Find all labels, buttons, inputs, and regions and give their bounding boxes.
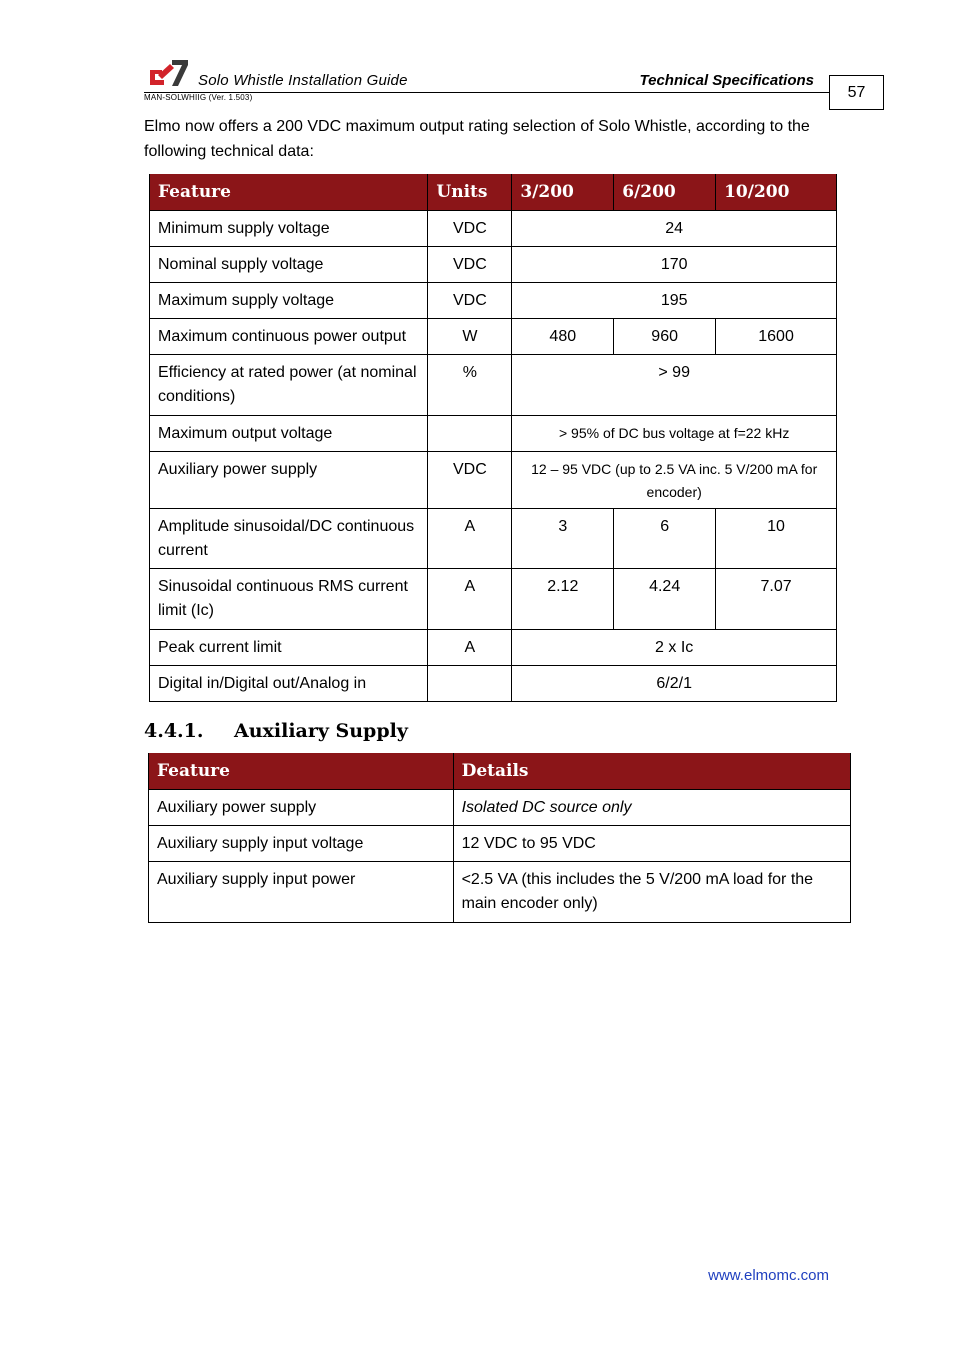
units-cell: %: [428, 354, 512, 415]
section-heading-title: Auxiliary Supply: [234, 720, 408, 742]
document-title: Solo Whistle Installation Guide: [198, 72, 408, 89]
feature-cell: Auxiliary power supply: [149, 789, 454, 825]
website-link[interactable]: www.elmomc.com: [708, 1267, 829, 1284]
value-cell-3-200: 2.12: [512, 568, 614, 629]
aux-header-details: Details: [453, 753, 850, 789]
units-cell: [428, 415, 512, 451]
value-cell-10-200: 1600: [716, 318, 837, 354]
value-cell-6-200: 4.24: [614, 568, 716, 629]
feature-cell: Maximum output voltage: [150, 415, 428, 451]
section-heading: [144, 720, 408, 742]
feature-cell: Maximum continuous power output: [150, 318, 428, 354]
units-cell: A: [428, 629, 512, 665]
table-row: [150, 282, 837, 318]
feature-cell: Amplitude sinusoidal/DC continuous current: [150, 508, 428, 568]
document-code: MAN-SOLWHIIG (Ver. 1.503): [144, 93, 253, 102]
table-row: [150, 354, 837, 415]
spec-header-row: [150, 174, 837, 210]
section-number: 4.4.1.: [144, 720, 204, 742]
units-cell: A: [428, 508, 512, 568]
table-row: [150, 629, 837, 665]
spec-table: [149, 174, 837, 702]
table-row: [150, 568, 837, 629]
units-cell: A: [428, 568, 512, 629]
value-cell-6-200: 6: [614, 508, 716, 568]
value-cell: > 99: [512, 354, 837, 415]
value-cell: 170: [512, 246, 837, 282]
feature-cell: Peak current limit: [150, 629, 428, 665]
value-cell: 6/2/1: [512, 665, 837, 701]
feature-cell: Auxiliary supply input voltage: [149, 825, 454, 861]
elmo-logo-icon: [148, 58, 190, 88]
feature-cell: Auxiliary power supply: [150, 451, 428, 508]
units-cell: VDC: [428, 282, 512, 318]
table-row: [150, 665, 837, 701]
table-row: [150, 246, 837, 282]
units-cell: W: [428, 318, 512, 354]
page-number: 57: [829, 75, 884, 110]
feature-cell: Digital in/Digital out/Analog in: [150, 665, 428, 701]
details-cell: 12 VDC to 95 VDC: [453, 825, 850, 861]
feature-cell: Efficiency at rated power (at nominal conditions): [150, 354, 428, 415]
units-cell: VDC: [428, 451, 512, 508]
value-cell: 24: [512, 210, 837, 246]
feature-cell: Nominal supply voltage: [150, 246, 428, 282]
value-cell: 2 x Ic: [512, 629, 837, 665]
feature-cell: Minimum supply voltage: [150, 210, 428, 246]
spec-header-units: Units: [428, 174, 512, 210]
spec-header-feature: Feature: [150, 174, 428, 210]
value-cell-3-200: 480: [512, 318, 614, 354]
units-cell: VDC: [428, 210, 512, 246]
value-cell-6-200: 960: [614, 318, 716, 354]
table-row: [150, 508, 837, 568]
spec-header-3-200: 3/200: [512, 174, 614, 210]
feature-cell: Maximum supply voltage: [150, 282, 428, 318]
section-title: Technical Specifications: [639, 72, 814, 89]
intro-paragraph: Elmo now offers a 200 VDC maximum output rating selection of Solo Whistle, according to the following technical data:: [144, 118, 810, 160]
feature-cell: Sinusoidal continuous RMS current limit (Ic): [150, 568, 428, 629]
value-cell: 195: [512, 282, 837, 318]
value-cell-10-200: 7.07: [716, 568, 837, 629]
spec-header-10-200: 10/200: [716, 174, 837, 210]
units-cell: VDC: [428, 246, 512, 282]
table-row: [149, 861, 851, 922]
table-row: [150, 210, 837, 246]
aux-header-row: [149, 753, 851, 789]
units-cell: [428, 665, 512, 701]
details-cell: <2.5 VA (this includes the 5 V/200 mA load for the main encoder only): [453, 861, 850, 922]
value-cell: 12 – 95 VDC (up to 2.5 VA inc. 5 V/200 mA for encoder): [512, 451, 837, 508]
value-cell-3-200: 3: [512, 508, 614, 568]
table-row: [149, 825, 851, 861]
table-row: [150, 415, 837, 451]
value-cell: > 95% of DC bus voltage at f=22 kHz: [512, 415, 837, 451]
table-row: [149, 789, 851, 825]
value-cell-10-200: 10: [716, 508, 837, 568]
feature-cell: Auxiliary supply input power: [149, 861, 454, 922]
table-row: [150, 451, 837, 508]
spec-header-6-200: 6/200: [614, 174, 716, 210]
table-row: [150, 318, 837, 354]
aux-header-feature: Feature: [149, 753, 454, 789]
aux-supply-table: [148, 753, 851, 923]
details-cell: Isolated DC source only: [453, 789, 850, 825]
